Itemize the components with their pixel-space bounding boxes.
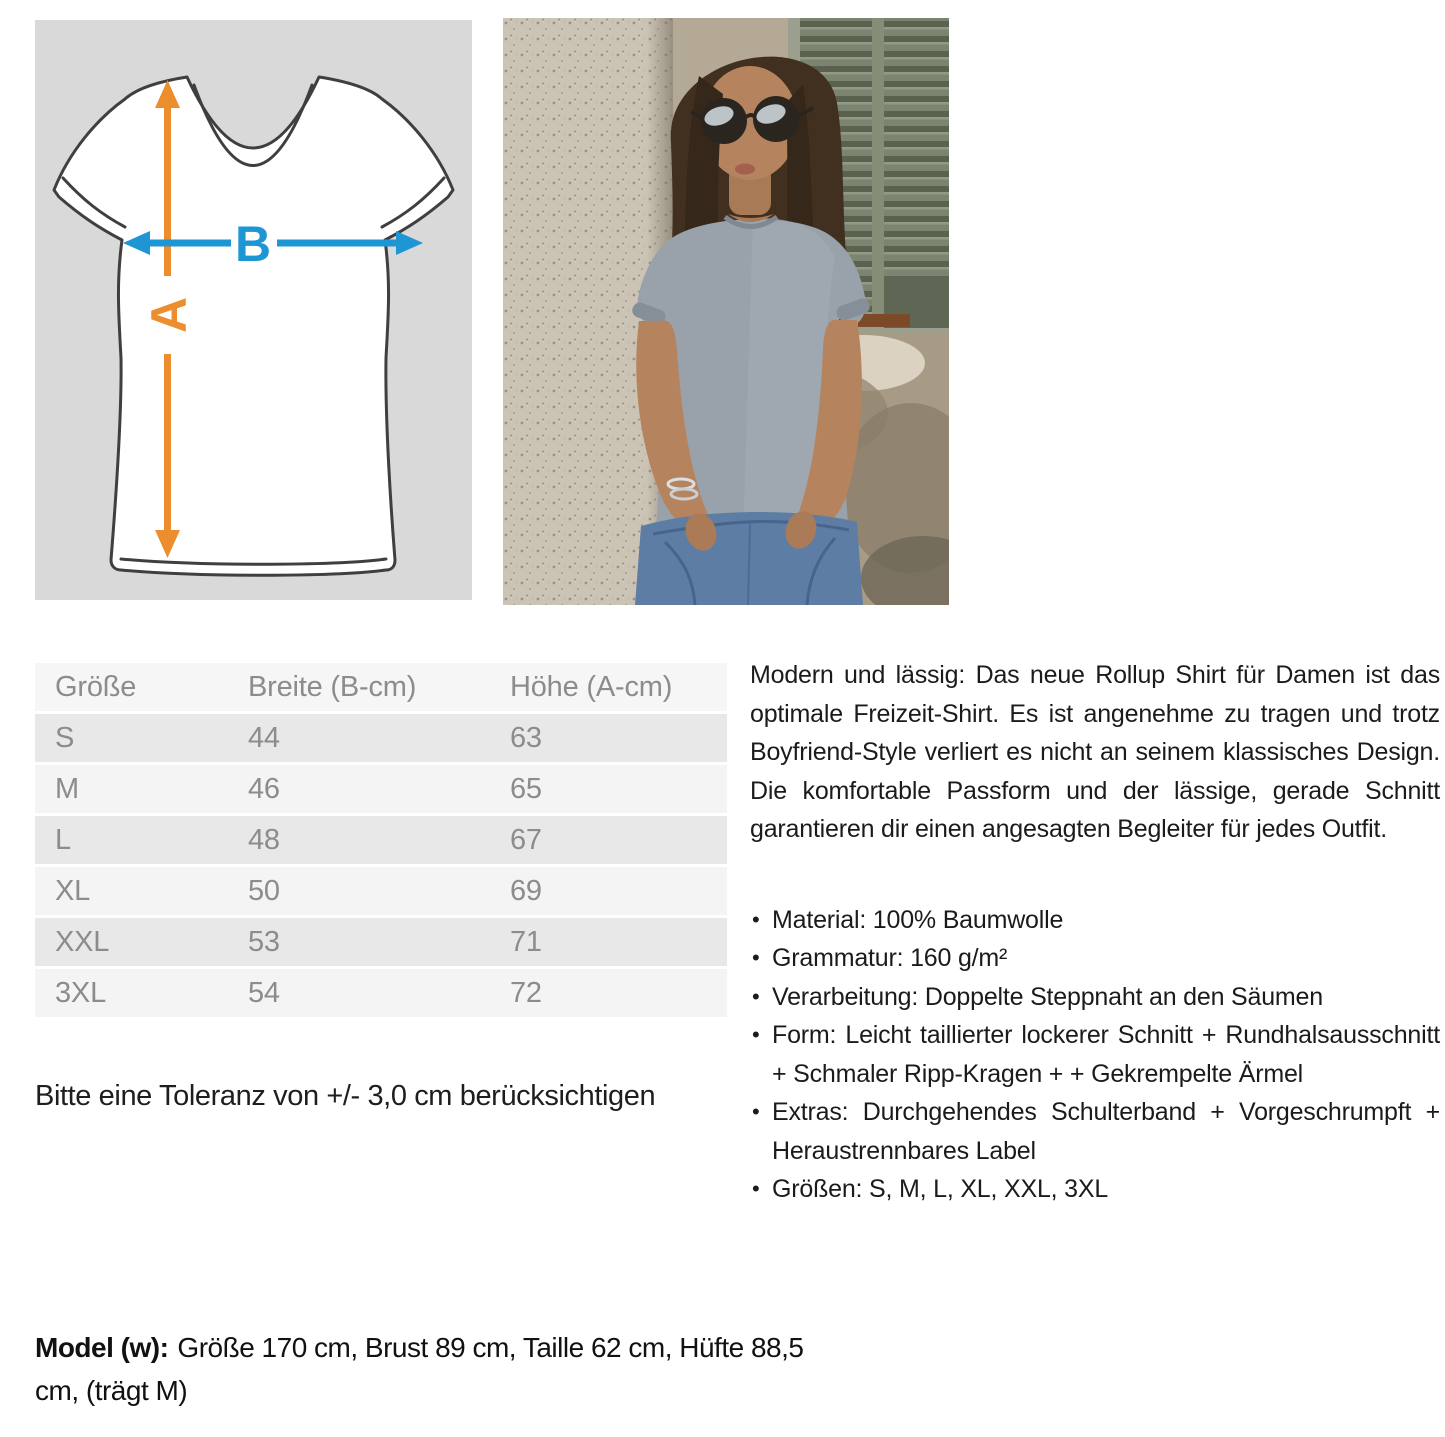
cell-hoehe: 71 <box>510 926 542 958</box>
size-table <box>35 663 727 1020</box>
size-diagram <box>35 20 472 600</box>
label-a: A <box>141 296 197 334</box>
table-row-m <box>35 765 727 816</box>
cell-hoehe: 63 <box>510 722 542 754</box>
tolerance-note: Bitte eine Toleranz von +/- 3,0 cm berücksichtigen <box>35 1080 656 1112</box>
tshirt-outline-icon <box>54 77 453 575</box>
label-b: B <box>234 216 272 272</box>
size-diagram-panel <box>35 20 472 600</box>
product-photo <box>503 18 949 605</box>
cell-breite: 46 <box>248 773 280 805</box>
feature-list <box>750 901 1440 1209</box>
feature-material: • Material: 100% Baumwolle <box>750 901 1440 940</box>
table-row-l <box>35 816 727 867</box>
product-description <box>750 656 1440 1209</box>
cell-hoehe: 72 <box>510 977 542 1009</box>
table-row-xl <box>35 867 727 918</box>
model-photo-illustration <box>503 18 949 605</box>
table-row-s <box>35 714 727 765</box>
cell-hoehe: 69 <box>510 875 542 907</box>
cell-size: XXL <box>55 926 110 958</box>
cell-hoehe: 65 <box>510 773 542 805</box>
rusty-hinge <box>858 314 910 327</box>
size-table-header <box>35 663 727 714</box>
lips <box>735 164 755 175</box>
cell-breite: 44 <box>248 722 280 754</box>
cell-size: S <box>55 722 75 754</box>
cell-size: XL <box>55 875 91 907</box>
cell-hoehe: 67 <box>510 824 542 856</box>
feature-form: • Form: Leicht taillierter lockerer Schnitt + Rundhalsausschnitt + Schmaler Ripp-Kragen + + Gekrempelte Ärmel <box>750 1016 1440 1093</box>
col-header-breite: Breite (B-cm) <box>248 671 417 703</box>
table-row-3xl <box>35 969 727 1020</box>
description-paragraph: Modern und lässig: Das neue Rollup Shirt für Damen ist das optimale Freizeit-Shirt. Es ist angenehme zu tragen und trotz Boyfriend-Style verliert es nicht an seinem klassisches Design. Die komfortable Passform und der lässige, gerade Schnitt garantieren dir einen angesagten Begleiter für jedes Outfit. <box>750 661 1440 843</box>
cell-breite: 54 <box>248 977 280 1009</box>
cell-size: L <box>55 824 71 856</box>
arrow-right-head <box>396 231 423 255</box>
feature-extras: • Extras: Durchgehendes Schulterband + Vorgeschrumpft + Heraustrennbares Label <box>750 1093 1440 1170</box>
cell-size: 3XL <box>55 977 106 1009</box>
cell-breite: 48 <box>248 824 280 856</box>
cell-breite: 53 <box>248 926 280 958</box>
feature-grammatur: • Grammatur: 160 g/m² <box>750 939 1440 978</box>
table-row-xxl <box>35 918 727 969</box>
feature-groessen: • Größen: S, M, L, XL, XXL, 3XL <box>750 1170 1440 1209</box>
shutter-right-louvers <box>884 18 949 276</box>
col-header-groesse: Größe <box>55 671 137 703</box>
cell-breite: 50 <box>248 875 280 907</box>
feature-verarbeitung: • Verarbeitung: Doppelte Steppnaht an den Säumen <box>750 978 1440 1017</box>
model-info <box>35 1326 835 1412</box>
model-info-label: Model (w): <box>35 1332 169 1363</box>
model-info-text: Größe 170 cm, Brust 89 cm, Taille 62 cm, Hüfte 88,5 cm, (trägt M) <box>35 1332 804 1406</box>
cell-size: M <box>55 773 79 805</box>
col-header-hoehe: Höhe (A-cm) <box>510 671 673 703</box>
